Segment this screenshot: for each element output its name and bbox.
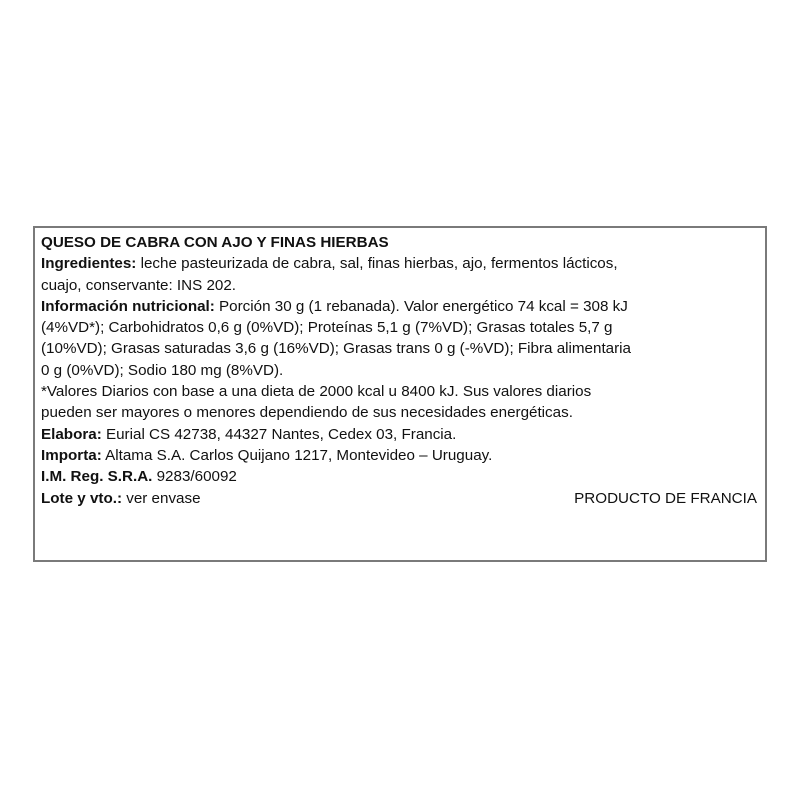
nutrition-line-1 <box>41 296 757 317</box>
ingredients-line-2: cuajo, conservante: INS 202. <box>41 276 237 294</box>
lote-value: ver envase <box>122 489 201 507</box>
ingredients-key: Ingredientes: <box>41 255 137 273</box>
footnote-line-1: *Valores Diarios con base a una dieta de 2000 kcal u 8400 kJ. Sus valores diarios <box>41 383 592 401</box>
lote-group <box>41 488 201 509</box>
nutrition-label-box <box>33 226 767 562</box>
nutrition-line-3: (10%VD); Grasas saturadas 3,6 g (16%VD); Grasas trans 0 g (-%VD); Fibra alimentaria <box>41 340 631 358</box>
registro-value: 9283/60092 <box>152 468 237 486</box>
lote-key: Lote y vto.: <box>41 489 123 507</box>
label-content <box>41 232 757 509</box>
importa-value: Altama S.A. Carlos Quijano 1217, Montevideo – Uruguay. <box>101 446 493 464</box>
registro-key: I.M. Reg. S.R.A. <box>41 468 153 486</box>
elabora-key: Elabora: <box>41 425 102 443</box>
importa-key: Importa: <box>41 446 102 464</box>
ingredients-line-1 <box>41 253 757 274</box>
nutrition-key: Información nutricional: <box>41 297 215 315</box>
elabora-line <box>41 424 757 445</box>
nutrition-text: Porción 30 g (1 rebanada). Valor energético 74 kcal = 308 kJ <box>214 297 628 315</box>
importa-line <box>41 445 757 466</box>
ingredients-text: leche pasteurizada de cabra, sal, finas hierbas, ajo, fermentos lácticos, <box>136 255 618 273</box>
footnote-line-2: pueden ser mayores o menores dependiendo de sus necesidades energéticas. <box>41 404 573 422</box>
elabora-value: Eurial CS 42738, 44327 Nantes, Cedex 03, Francia. <box>101 425 457 443</box>
lote-line <box>41 488 757 509</box>
product-title <box>41 232 757 253</box>
registro-line <box>41 466 757 487</box>
product-title-text: QUESO DE CABRA CON AJO Y FINAS HIERBAS <box>41 234 389 251</box>
origin-text: PRODUCTO DE FRANCIA <box>574 489 757 507</box>
nutrition-line-2: (4%VD*); Carbohidratos 0,6 g (0%VD); Proteínas 5,1 g (7%VD); Grasas totales 5,7 g <box>41 319 613 337</box>
nutrition-line-4: 0 g (0%VD); Sodio 180 mg (8%VD). <box>41 361 284 379</box>
